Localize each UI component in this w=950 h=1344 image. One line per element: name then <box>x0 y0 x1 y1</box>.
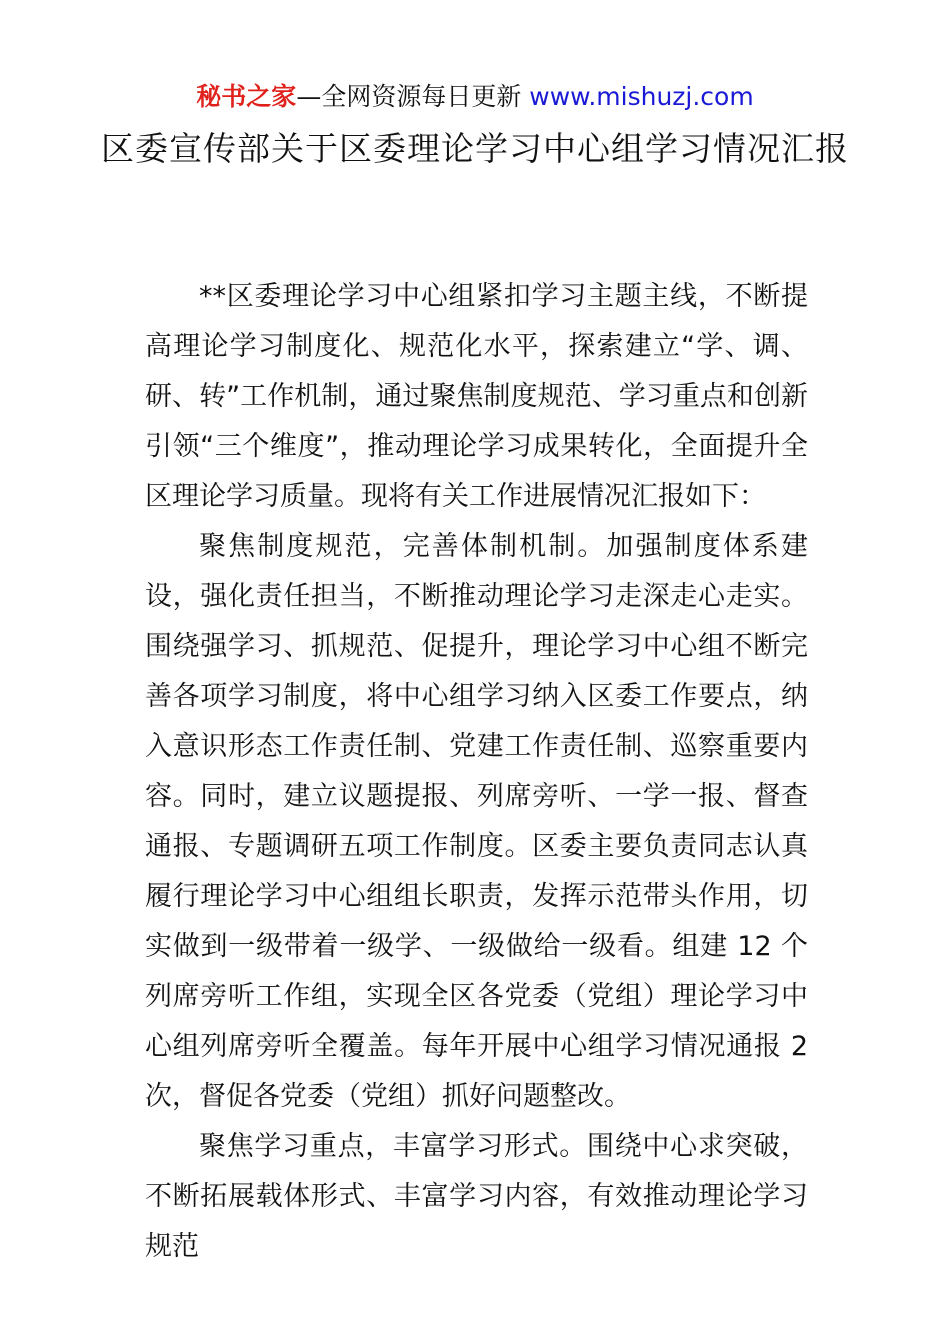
paragraph-institutional-norms: 聚焦制度规范，完善体制机制。加强制度体系建设，强化责任担当，不断推动理论学习走深走心走实。围绕强学习、抓规范、促提升，理论学习中心组不断完善各项学习制度，将中心组学习纳入区委工作要点，纳入意识形态工作责任制、党建工作责任制、巡察重要内容。同时，建立议题提报、列席旁听、一学一报、督查通报、专题调研五项工作制度。区委主要负责同志认真履行理论学习中心组组长职责，发挥示范带头作用，切实做到一级带着一级学、一级做给一级看。组建 12 个列席旁听工作组，实现全区各党委（党组）理论学习中心组列席旁听全覆盖。每年开展中心组学习情况通报 2 次，督促各党委（党组）抓好问题整改。 <box>145 531 808 1112</box>
site-header <box>0 80 950 114</box>
header-tagline: —全网资源每日更新 <box>296 82 522 111</box>
paragraph-learning-focus: 聚焦学习重点，丰富学习形式。围绕中心求突破，不断拓展载体形式、丰富学习内容，有效推动理论学习规范 <box>145 1131 808 1262</box>
document-body <box>145 272 808 1272</box>
document-title: 区委宣传部关于区委理论学习中心组学习情况汇报 <box>101 129 849 168</box>
brand-name: 秘书之家 <box>196 82 297 111</box>
paragraph-intro: **区委理论学习中心组紧扣学习主题主线，不断提高理论学习制度化、规范化水平，探索建立“学、调、研、转”工作机制，通过聚焦制度规范、学习重点和创新引领“三个维度”，推动理论学习成果转化，全面提升全区理论学习质量。现将有关工作进展情况汇报如下： <box>145 281 808 512</box>
site-url-link[interactable]: www.mishuzj.com <box>529 82 754 111</box>
